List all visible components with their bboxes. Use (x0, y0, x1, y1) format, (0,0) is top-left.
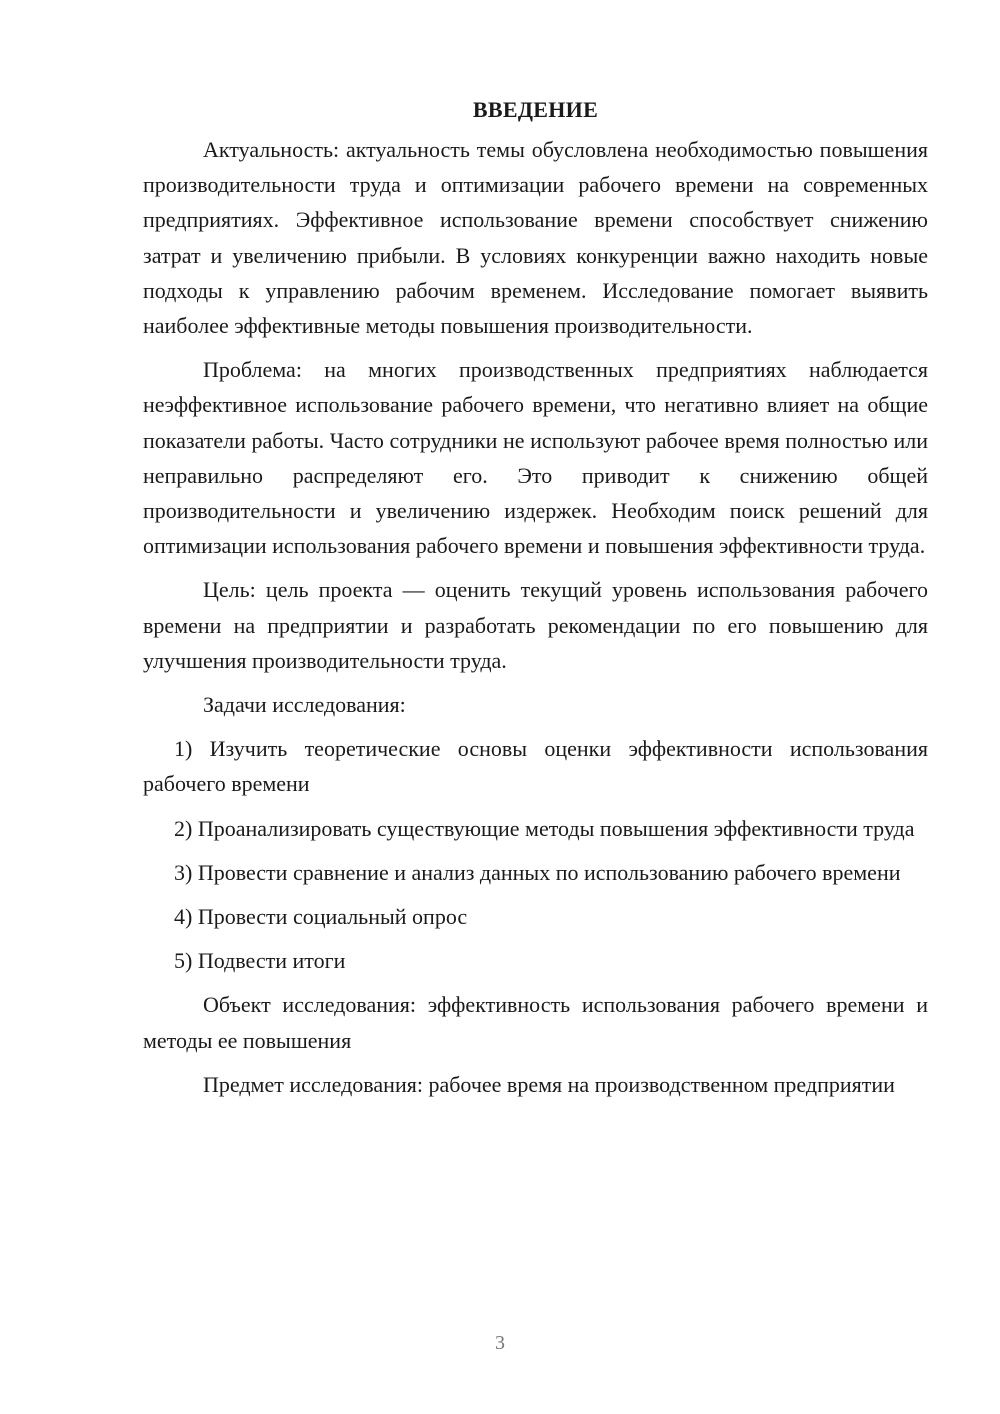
task-item: 2) Проанализировать существующие методы повышения эффективности труда (174, 815, 915, 841)
spacer (143, 802, 928, 811)
paragraph-subject: Предмет исследования: рабочее время на производственном предприятии (203, 1071, 895, 1097)
spacer (143, 978, 928, 987)
paragraph-object: Объект исследования: эффективность использования рабочего времени и методы ее повышения (143, 992, 928, 1053)
task-item: 3) Провести сравнение и анализ данных по использованию рабочего времени (174, 859, 901, 885)
page-number: 3 (495, 1332, 505, 1354)
spacer (143, 934, 928, 943)
spacer (143, 722, 928, 731)
spacer (143, 678, 928, 687)
spacer (143, 563, 928, 572)
spacer (143, 343, 928, 352)
task-item: 5) Подвести итоги (174, 948, 346, 974)
task-item: 1) Изучить теоретические основы оценки эффективности использования рабочего времени (143, 736, 928, 797)
paragraph-relevance: Актуальность: актуальность темы обусловлена необходимостью повышения производительности труда и оптимизации рабочего времени на современных предприятиях. Эффективное использование времени способствует снижению затрат и увеличению прибыли. В условиях конкуренции важно находить новые подходы к управлению рабочим временем. Исследование помогает выявить наиболее эффективные методы повышения производительности. (143, 137, 928, 339)
document-page (143, 92, 928, 1102)
task-item: 4) Провести социальный опрос (174, 904, 468, 930)
tasks-heading: Задачи исследования: (203, 692, 406, 718)
paragraph-problem: Проблема: на многих производственных предприятиях наблюдается неэффективное использование рабочего времени, что негативно влияет на общие показатели работы. Часто сотрудники не используют рабочее время полностью или неправильно распределяют его. Это приводит к снижению общей производительности и увеличению издержек. Необходим поиск решений для оптимизации использования рабочего времени и повышения эффективности труда. (143, 357, 928, 559)
paragraph-goal: Цель: цель проекта — оценить текущий уровень использования рабочего времени на предприятии и разработать рекомендации по его повышению для улучшения производительности труда. (143, 577, 928, 673)
spacer (143, 890, 928, 899)
spacer (143, 1058, 928, 1067)
spacer (143, 846, 928, 855)
page-title: ВВЕДЕНИЕ (472, 97, 599, 122)
